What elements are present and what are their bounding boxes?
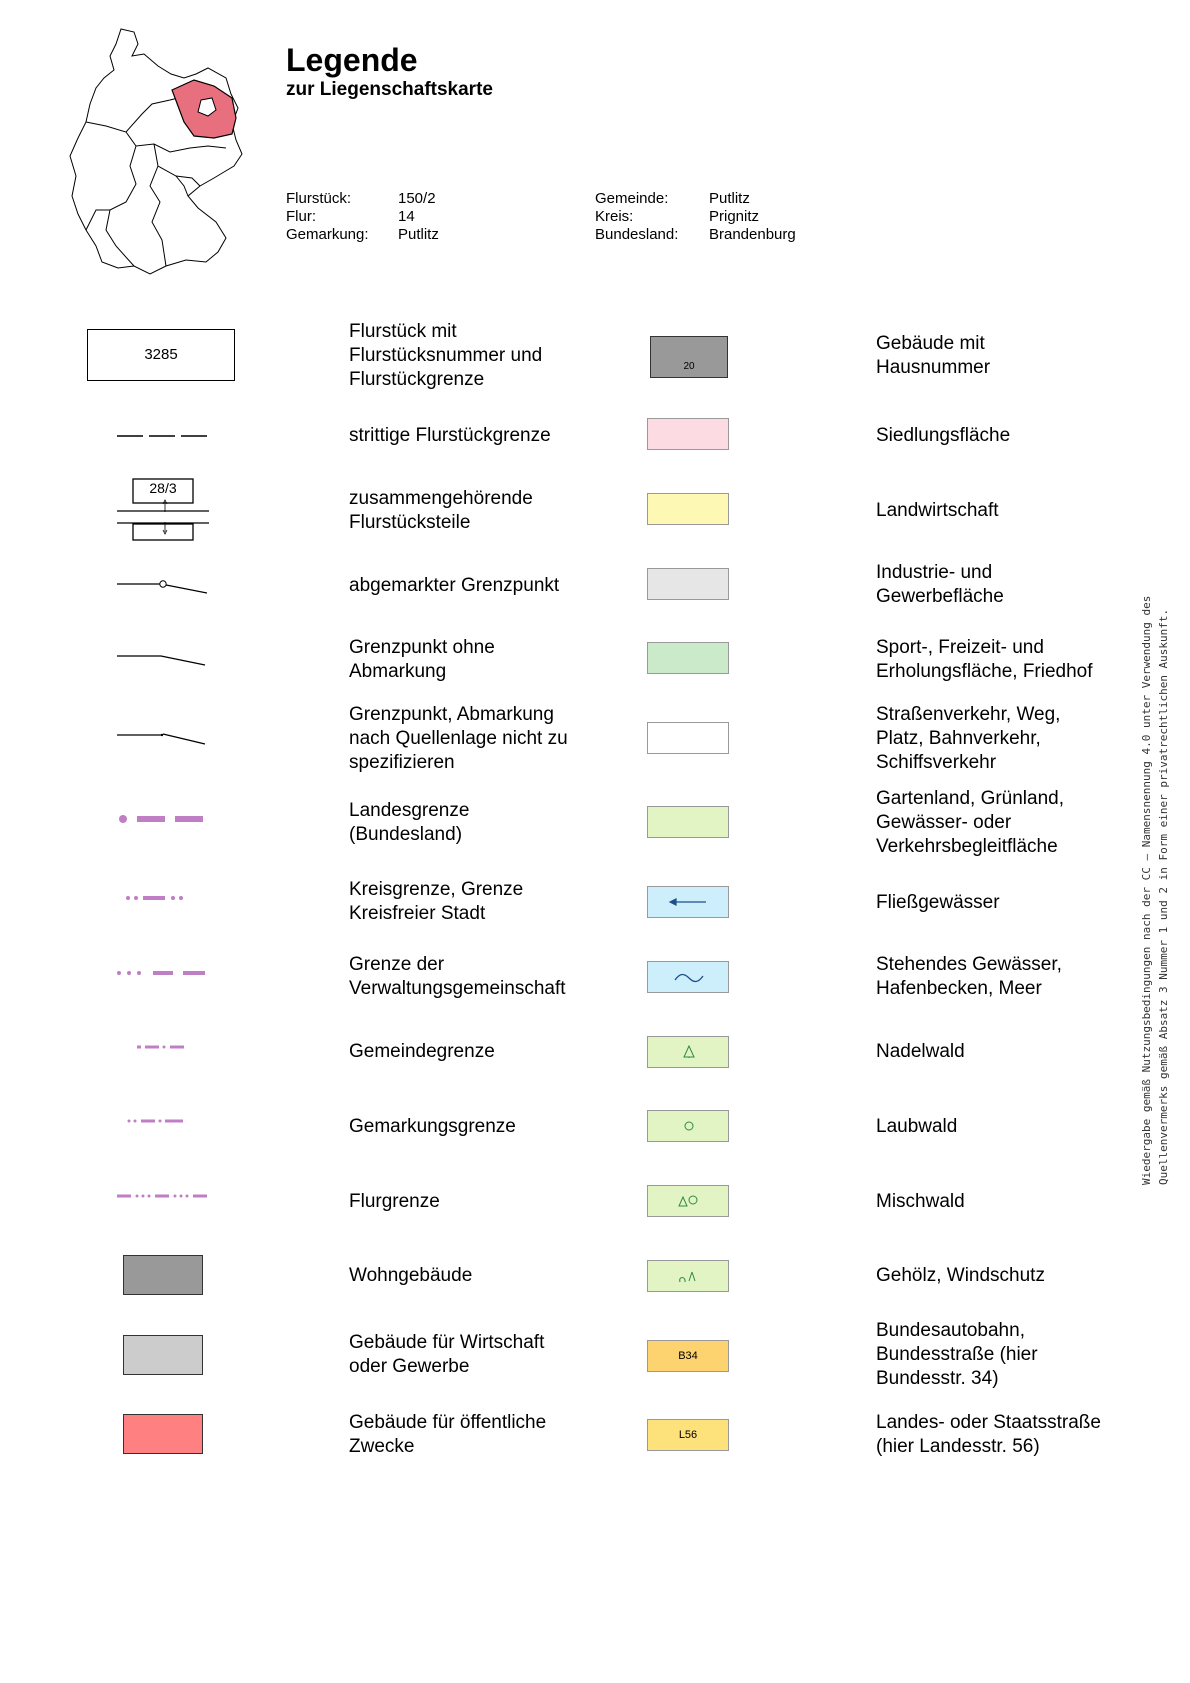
legend-label: Sport-, Freizeit- und Erholungsfläche, Friedhof	[876, 637, 1093, 682]
state-road-swatch	[647, 1419, 729, 1451]
arrow-left-icon	[668, 896, 708, 908]
parcel-box-symbol	[87, 329, 235, 381]
info-label: Kreis:	[595, 208, 634, 225]
legend-label: strittige Flurstückgrenze	[349, 425, 551, 446]
legend-label: Bundesautobahn, Bundesstraße (hier Bundesstr. 34)	[876, 1320, 1038, 1389]
public-building-swatch	[123, 1414, 203, 1454]
commercial-building-swatch	[123, 1335, 203, 1375]
legend-label: abgemarkter Grenzpunkt	[349, 575, 560, 596]
unmarked-boundary-point-symbol	[117, 652, 207, 668]
field-boundary-symbol	[117, 1191, 209, 1201]
district-boundary-symbol	[117, 1116, 207, 1126]
traffic-area-swatch	[647, 722, 729, 754]
wave-icon	[674, 971, 704, 985]
legend-label: Kreisgrenze, Grenze Kreisfreier Stadt	[349, 879, 524, 924]
sport-leisure-swatch	[647, 642, 729, 674]
legend-label: Nadelwald	[876, 1041, 965, 1062]
state-boundary-symbol	[117, 813, 207, 825]
legend-label: Straßenverkehr, Weg, Platz, Bahnverkehr, Schiffsverkehr	[876, 704, 1061, 773]
info-value: Putlitz	[709, 190, 750, 207]
disputed-boundary-symbol	[117, 430, 207, 442]
legend-label: Gebäude für Wirtschaft oder Gewerbe	[349, 1332, 545, 1377]
parcel-info-right	[595, 190, 796, 244]
shrub-windbreak-swatch	[647, 1260, 729, 1292]
agriculture-swatch	[647, 493, 729, 525]
road-label: B34	[678, 1350, 698, 1362]
mixed-forest-swatch	[647, 1185, 729, 1217]
mixed-forest-icon	[678, 1194, 700, 1208]
residential-building-swatch	[123, 1255, 203, 1295]
info-value: Brandenburg	[709, 226, 796, 243]
legend-title: Legende	[286, 42, 418, 78]
legend-label: Grenze der Verwaltungsgemeinschaft	[349, 954, 566, 999]
industry-area-swatch	[647, 568, 729, 600]
marked-boundary-point-symbol	[117, 578, 207, 596]
info-value: Putlitz	[398, 226, 439, 243]
road-label: L56	[678, 1429, 698, 1441]
conifer-icon	[683, 1045, 695, 1059]
attribution-note: Wiedergabe gemäß Nutzungsbedingungen nach der CC – Namensnennung 4.0 unter Verwendung des Quellenvermerks gemäß Absatz 3 Nummer 1 und 2 in Form einer privatrechtlichen Auskunft.	[1140, 595, 1170, 1185]
info-label: Gemarkung:	[286, 226, 369, 243]
info-value: 150/2	[398, 190, 436, 207]
legend-label: Landesgrenze (Bundesland)	[349, 800, 470, 845]
legend-label: Gemarkungsgrenze	[349, 1116, 516, 1137]
settlement-area-swatch	[647, 418, 729, 450]
info-label: Flurstück:	[286, 190, 352, 207]
legend-label: Gemeindegrenze	[349, 1041, 495, 1062]
deciduous-forest-swatch	[647, 1110, 729, 1142]
legend-label: Gehölz, Windschutz	[876, 1265, 1045, 1286]
legend-label: Grenzpunkt ohne Abmarkung	[349, 637, 495, 682]
legend-label: Grenzpunkt, Abmarkung nach Quellenlage nicht zu spezifizieren	[349, 704, 568, 773]
legend-label: Landwirtschaft	[876, 500, 999, 521]
administrative-union-boundary-symbol	[117, 968, 207, 978]
legend-label: Siedlungsfläche	[876, 425, 1011, 446]
legend-label: Gebäude mit Hausnummer	[876, 333, 991, 378]
legend-label: Laubwald	[876, 1116, 958, 1137]
legend-subtitle: zur Liegenschaftskarte	[286, 79, 493, 100]
info-value: 14	[398, 208, 415, 225]
legend-label: Wohngebäude	[349, 1265, 473, 1286]
legend-label: Landes- oder Staatsstraße (hier Landesstr. 56)	[876, 1412, 1101, 1457]
info-label: Gemeinde:	[595, 190, 669, 207]
county-boundary-symbol	[117, 893, 207, 903]
federal-road-swatch	[647, 1340, 729, 1372]
legend-label: Stehendes Gewässer, Hafenbecken, Meer	[876, 954, 1062, 999]
info-value: Prignitz	[709, 208, 760, 225]
flowing-water-swatch	[647, 886, 729, 918]
parcel-number: 3285	[144, 346, 178, 363]
house-number: 20	[683, 361, 695, 372]
legend-label: Fließgewässer	[876, 892, 1000, 913]
connected-parcels-number: 28/3	[149, 480, 177, 496]
standing-water-swatch	[647, 961, 729, 993]
legend-label: Flurgrenze	[349, 1191, 440, 1212]
municipality-boundary-symbol	[117, 1042, 207, 1052]
coniferous-forest-swatch	[647, 1036, 729, 1068]
building-number-swatch	[650, 336, 728, 378]
legend-label: Gartenland, Grünland, Gewässer- oder Verkehrsbegleitfläche	[876, 788, 1065, 857]
unspecified-boundary-point-symbol	[117, 731, 207, 747]
legend-label: Gebäude für öffentliche Zwecke	[349, 1412, 547, 1457]
info-label: Bundesland:	[595, 226, 679, 243]
legend-label: zusammengehörende Flurstücksteile	[349, 488, 533, 533]
parcel-info-left	[286, 190, 439, 244]
info-label: Flur:	[286, 208, 316, 225]
legend-label: Flurstück mit Flurstücksnummer und Flurstückgrenze	[349, 321, 543, 390]
garden-grassland-swatch	[647, 806, 729, 838]
legend-label: Industrie- und Gewerbefläche	[876, 562, 1004, 607]
germany-map	[66, 26, 266, 288]
deciduous-tree-icon	[683, 1120, 695, 1132]
legend-label: Mischwald	[876, 1191, 965, 1212]
shrub-icon	[678, 1270, 700, 1284]
